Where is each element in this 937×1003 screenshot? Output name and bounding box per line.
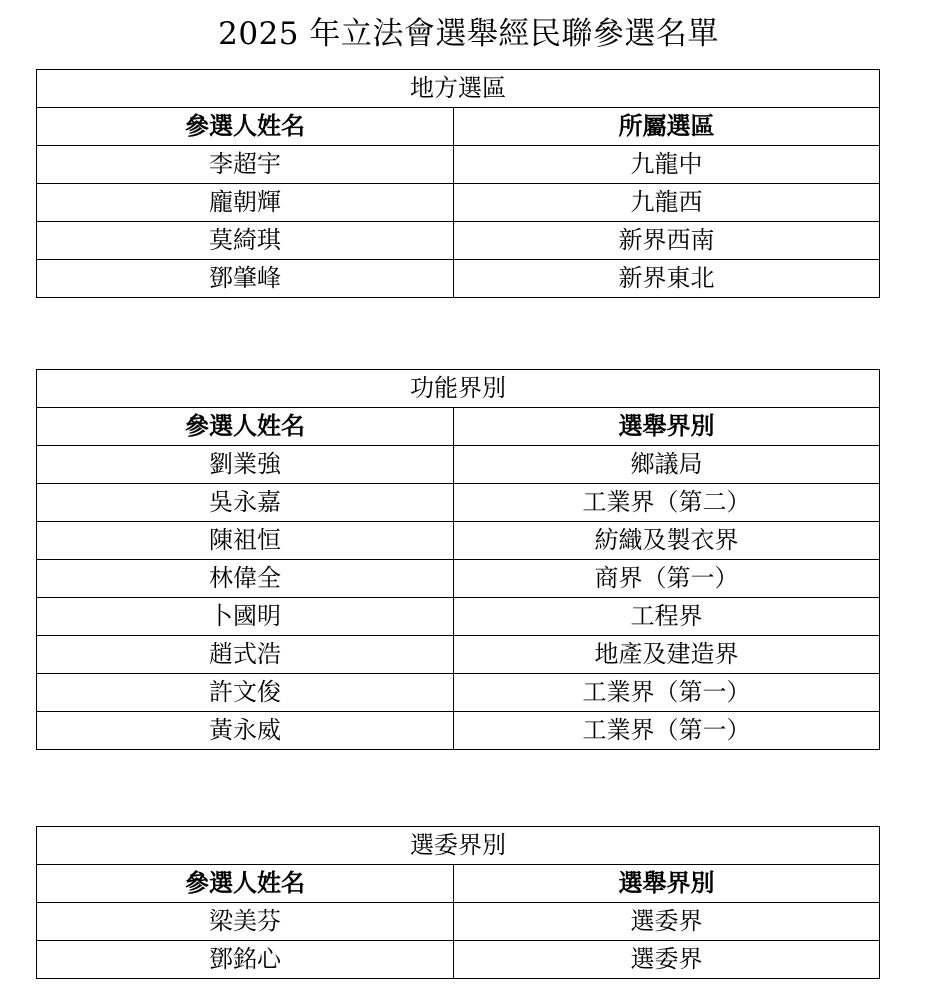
- table-row: [37, 674, 880, 712]
- sector: 商界（第一）: [454, 560, 880, 598]
- table-header-row: [37, 865, 880, 903]
- candidate-name: 李超宇: [37, 146, 454, 184]
- sector: 地產及建造界: [454, 636, 880, 674]
- candidate-name: 龐朝輝: [37, 184, 454, 222]
- candidate-name: 陳祖恒: [37, 522, 454, 560]
- table-row: [37, 522, 880, 560]
- column-header-sector: 選舉界別: [454, 408, 880, 446]
- column-header-sector: 選舉界別: [454, 865, 880, 903]
- table-row: [37, 941, 880, 979]
- constituency: 九龍中: [454, 146, 880, 184]
- candidate-name: 鄧肇峰: [37, 260, 454, 298]
- table-row: [37, 446, 880, 484]
- election-committee-table: [36, 826, 880, 979]
- table-row: [37, 598, 880, 636]
- column-header-candidate-name: 參選人姓名: [37, 408, 454, 446]
- candidate-name: 鄧銘心: [37, 941, 454, 979]
- sector: 鄉議局: [454, 446, 880, 484]
- constituency: 九龍西: [454, 184, 880, 222]
- table-header-row: [37, 108, 880, 146]
- sector: 紡織及製衣界: [454, 522, 880, 560]
- sector: 工業界（第二）: [454, 484, 880, 522]
- sector: 選委界: [454, 941, 880, 979]
- table-header-row: [37, 408, 880, 446]
- candidate-name: 劉業強: [37, 446, 454, 484]
- column-header-constituency: 所屬選區: [454, 108, 880, 146]
- document-title: 2025 年立法會選舉經民聯參選名單: [218, 16, 719, 52]
- sector: 工業界（第一）: [454, 712, 880, 750]
- constituency: 新界西南: [454, 222, 880, 260]
- table-row: [37, 222, 880, 260]
- table-section-row: [37, 827, 880, 865]
- table-row: [37, 260, 880, 298]
- constituency: 新界東北: [454, 260, 880, 298]
- column-header-candidate-name: 參選人姓名: [37, 865, 454, 903]
- sector: 選委界: [454, 903, 880, 941]
- geographical-constituency-table: [36, 69, 880, 298]
- table-row: [37, 484, 880, 522]
- functional-constituency-table: [36, 369, 880, 750]
- candidate-name: 林偉全: [37, 560, 454, 598]
- table-row: [37, 636, 880, 674]
- candidate-name: 梁美芬: [37, 903, 454, 941]
- candidate-name: 黃永威: [37, 712, 454, 750]
- section-heading: 功能界別: [37, 370, 880, 408]
- table-row: [37, 560, 880, 598]
- table-row: [37, 903, 880, 941]
- section-heading: 選委界別: [37, 827, 880, 865]
- candidate-name: 吳永嘉: [37, 484, 454, 522]
- table-row: [37, 146, 880, 184]
- sector: 工程界: [454, 598, 880, 636]
- column-header-candidate-name: 參選人姓名: [37, 108, 454, 146]
- table-section-row: [37, 370, 880, 408]
- candidate-name: 許文俊: [37, 674, 454, 712]
- section-heading: 地方選區: [37, 70, 880, 108]
- candidate-name: 卜國明: [37, 598, 454, 636]
- table-row: [37, 184, 880, 222]
- table-section-row: [37, 70, 880, 108]
- table-row: [37, 712, 880, 750]
- sector: 工業界（第一）: [454, 674, 880, 712]
- candidate-name: 趙式浩: [37, 636, 454, 674]
- candidate-name: 莫綺琪: [37, 222, 454, 260]
